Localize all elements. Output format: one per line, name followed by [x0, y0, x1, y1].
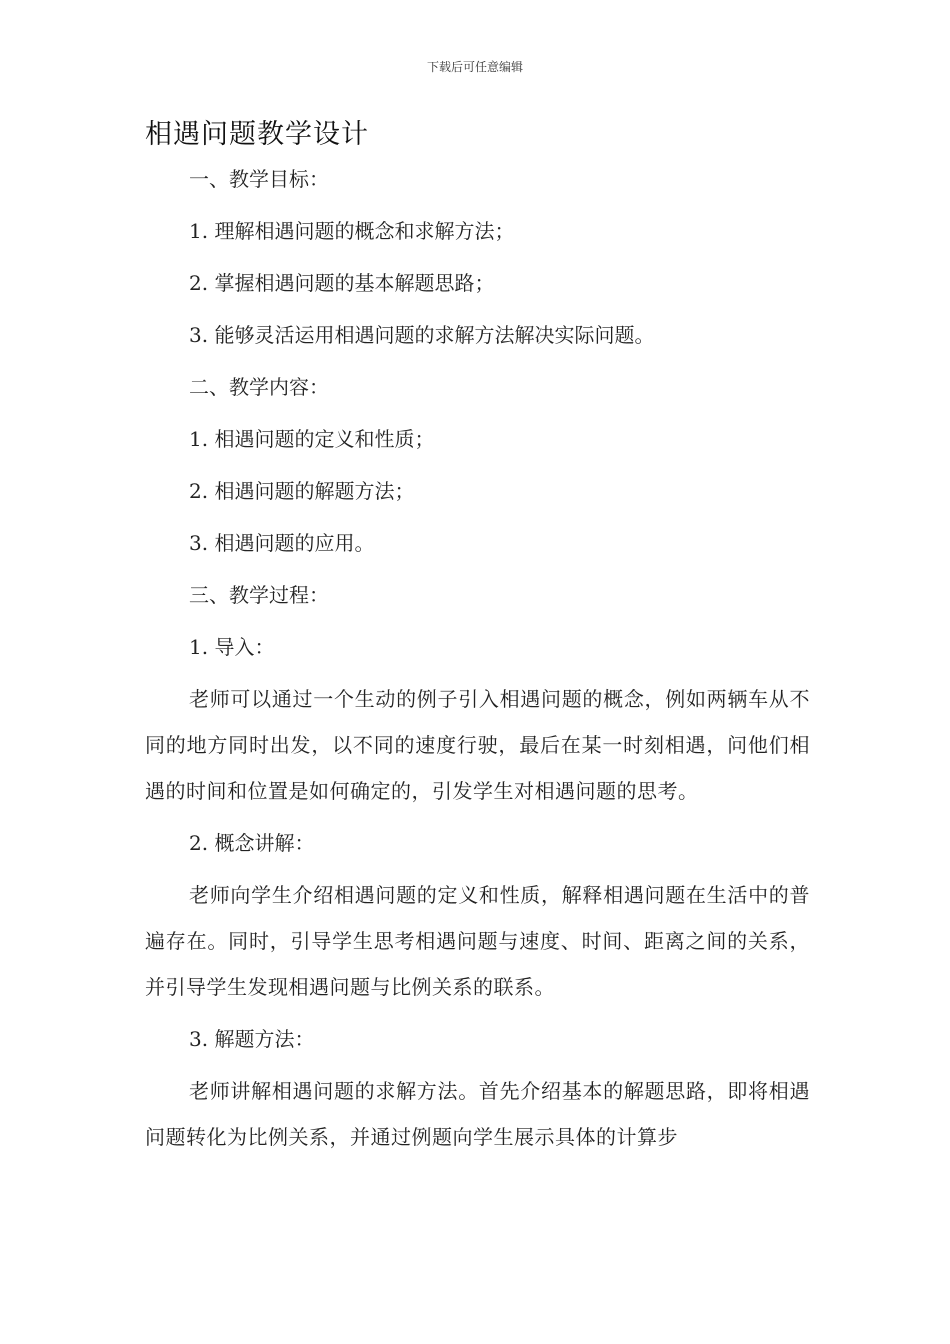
objective-item-3: 3. 能够灵活运用相遇问题的求解方法解决实际问题。: [189, 323, 655, 347]
paragraph-method: 老师讲解相遇问题的求解方法。首先介绍基本的解题思路，即将相遇问题转化为比例关系，并通过例题向学生展示具体的计算步: [145, 1079, 810, 1149]
process-step-method-heading: 3. 解题方法：: [189, 1027, 315, 1051]
document-title: 相遇问题教学设计: [145, 119, 369, 150]
content-item-3: 3. 相遇问题的应用。: [189, 531, 375, 555]
process-step-intro-heading: 1. 导入：: [189, 635, 275, 659]
section-heading-process: 三、教学过程：: [189, 583, 329, 607]
objective-item-2: 2. 掌握相遇问题的基本解题思路；: [189, 271, 495, 295]
content-item-1: 1. 相遇问题的定义和性质；: [189, 427, 435, 451]
objective-item-1: 1. 理解相遇问题的概念和求解方法；: [189, 219, 515, 243]
paragraph-intro: 老师可以通过一个生动的例子引入相遇问题的概念，例如两辆车从不同的地方同时出发，以不同的速度行驶，最后在某一时刻相遇，问他们相遇的时间和位置是如何确定的，引发学生对相遇问题的思考。: [145, 687, 810, 803]
paragraph-concept: 老师向学生介绍相遇问题的定义和性质，解释相遇问题在生活中的普遍存在。同时，引导学生思考相遇问题与速度、时间、距离之间的关系，并引导学生发现相遇问题与比例关系的联系。: [145, 883, 810, 999]
document-body: [145, 112, 810, 1160]
process-step-concept-heading: 2. 概念讲解：: [189, 831, 315, 855]
header-note: 下载后可任意编辑: [426, 60, 523, 74]
content-item-2: 2. 相遇问题的解题方法；: [189, 479, 415, 503]
section-heading-objectives: 一、教学目标：: [189, 167, 329, 191]
section-heading-content: 二、教学内容：: [189, 375, 329, 399]
